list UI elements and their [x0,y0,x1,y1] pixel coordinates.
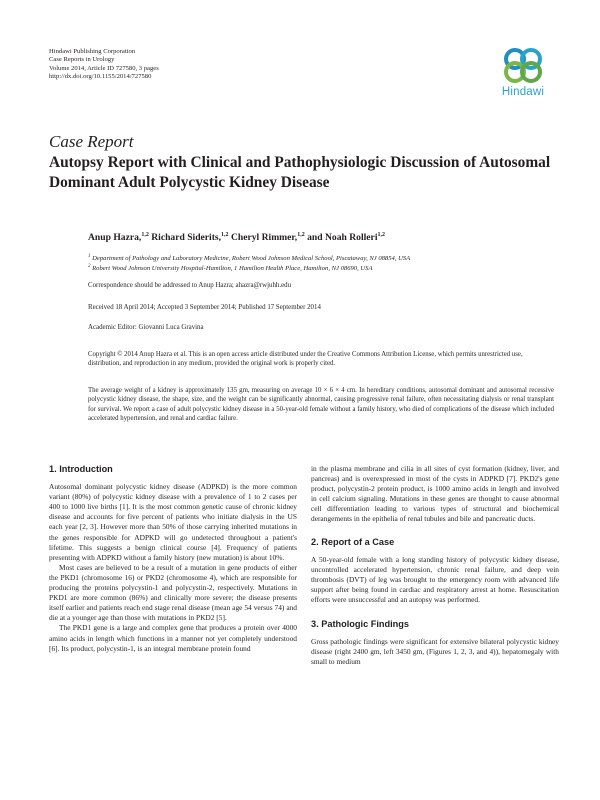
author-affiliation-marker: 1,2 [221,232,229,238]
author-affiliation-marker: 1,2 [377,232,385,238]
author-name: Anup Hazra, [88,232,142,244]
right-column [311,464,559,668]
author-affiliation-marker: 1,2 [141,232,149,238]
article-title: Autopsy Report with Clinical and Pathophysiologic Discussion of Autosomal Dominant Adult Polycystic Kidney Disease [49,154,551,191]
left-column [49,464,297,654]
paragraph: Gross pathologic findings were significant for extensive bilateral polycystic kidney disease (right 2400 gm, left 3450 gm, (Figures 1, 2, 3, and 4)), hepatomegaly with small to medium [311,637,559,667]
volume-info: Volume 2014, Article ID 727580, 3 pages [49,64,159,72]
affiliation-number: 1 [88,254,91,259]
publisher-name: Hindawi Publishing Corporation [49,48,136,55]
abstract: The average weight of a kidney is approximately 135 gm, measuring on average 10 × 6 × 4 cm. In hereditary conditions, autosomal dominant and autosomal recessive polycystic kidney disease, the shape, size, and the weight can be significantly abnormal, causing progressive renal failure, often necessitating dialysis or renal transplant for survival. We report a case of adult polycystic kidney disease in a 50-year-old female without a family history, who died of complications of the disease which included accelerated hypertension, and renal and cardiac failure. [88,387,554,422]
author-affiliation-marker: 1,2 [297,232,305,238]
author-name: and Noah Rolleri [307,232,378,244]
affiliation [88,253,410,263]
correspondence: Correspondence should be addressed to Anup Hazra; ahazra@rwjuhh.edu [88,282,292,289]
copyright-notice: Copyright © 2014 Anup Hazra et al. This is an open access article distributed under the Creative Commons Attribution License, which permits unrestricted use, distribution, and reproduction in any medium, provided the original work is properly cited. [88,351,523,367]
hindawi-logo-text: Hindawi [501,86,545,98]
paragraph: The PKD1 gene is a large and complex gene that produces a protein over 4000 amino acids in length which functions in a manner not yet completely understood [6]. Its product, polycystin-1, is an integral membrane protein found [49,623,297,653]
article-type: Case Report [49,132,134,151]
affiliation-text: Department of Pathology and Laboratory Medicine, Robert Wood Johnson Medical School, Piscataway, NJ 08854, USA [92,255,411,263]
paragraph: Autosomal dominant polycystic kidney disease (ADPKD) is the more common variant (80%) of polycystic kidney disease with a prevalence of 1 to 2 cases per 400 to 1000 live births [1]. It is the most common genetic cause of chronic kidney disease and accounts for five percent of patients who initiate dialysis in the US each year [2, 3]. However more than 50% of those carrying inherited mutations in the genes responsible for ADPKD will go undetected throughout a patient's lifetime. This suggests a benign clinical course [4]. Frequency of patients presenting with ADPKD without a family history (new mutation) is about 10%. [49,482,297,562]
section-heading-report-of-case: 2. Report of a Case [311,536,395,547]
affiliation [88,263,373,273]
affiliation-text: Robert Wood Johnson University Hospital-Hamilton, 1 Hamilton Health Place, Hamilton, NJ 08690, USA [92,265,373,273]
author-list [88,232,385,243]
journal-header [49,48,159,81]
section-heading-introduction: 1. Introduction [49,464,113,474]
section-heading-pathologic-findings: 3. Pathologic Findings [311,619,410,630]
paragraph: Most cases are believed to be a result of a mutation in gene products of either the PKD1 (chromosome 16) or PKD2 (chromosome 4), which are responsible for producing the proteins polycystin-1 and polycystin-2, respectively. Mutations in PKD1 are more common (86%) and clinically more severe; the disease presents itself earlier and patients reach end stage renal disease (mean age 54 versus 74) and die at a younger age than those with mutations in PKD2 [5]. [49,562,297,623]
affiliation-number: 2 [88,264,91,269]
publication-dates: Received 18 April 2014; Accepted 3 September 2014; Published 17 September 2014 [88,304,321,311]
paragraph: A 50-year-old female with a long standing history of polycystic kidney disease, uncontrolled accelerated hypertension, chronic renal failure, and deep vein thrombosis (DVT) of leg was brought to the emergency room with advanced life support after being found in cardiac and respiratory arrest at home. Resuscitation efforts were unsuccessful and an autopsy was performed. [311,554,559,605]
paragraph: in the plasma membrane and cilia in all sites of cyst formation (kidney, liver, and pancreas) and is overexpressed in most of the cysts in ADPKD [7]. PKD2's gene product, polycystin-2 protein product, is 1000 amino acids in length and involved in cell calcium signaling. Mutations in these genes are thought to cause abnormal cell differentiation leading to various types of structural and biochemical derangements in the epithelia of renal tubules and bile and pancreatic ducts. [311,464,559,524]
author-name: Richard Siderits, [151,232,222,244]
journal-name: Case Reports in Urology [49,56,115,64]
doi-link[interactable]: http://dx.doi.org/10.1155/2014/727580 [49,72,152,80]
academic-editor: Academic Editor: Giovanni Luca Gravina [88,324,204,331]
hindawi-logo [493,44,553,106]
author-name: Cheryl Rimmer, [230,232,298,244]
hindawi-logo-icon [493,44,553,84]
